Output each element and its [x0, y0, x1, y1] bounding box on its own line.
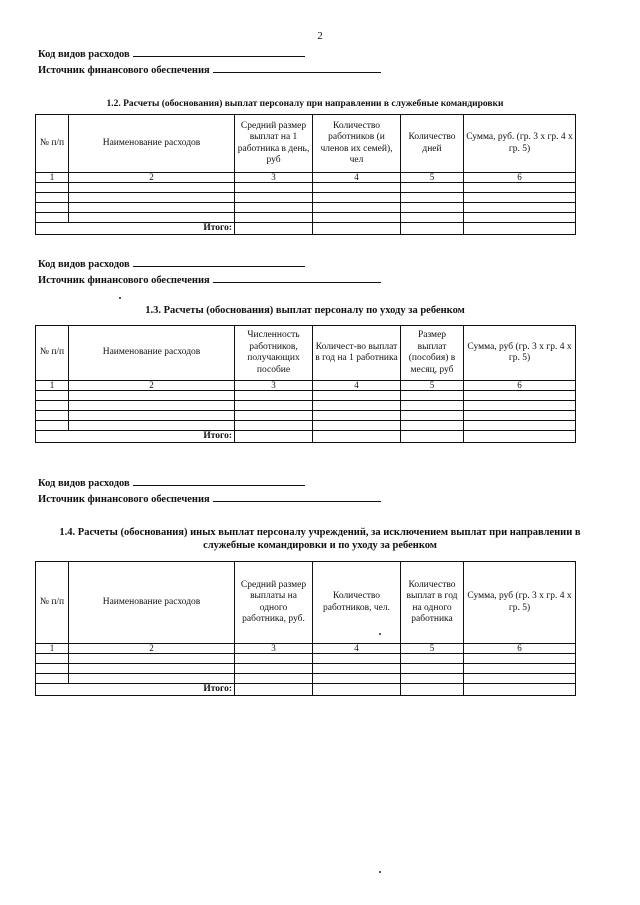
column-number: 4: [313, 381, 401, 391]
column-number: 2: [69, 644, 235, 654]
section-1-4-title-line-1: 1.4. Расчеты (обоснования) иных выплат персоналу учреждений, за исключением выплат при направлении в: [59, 527, 581, 538]
total-cell[interactable]: [235, 431, 313, 443]
header-expense-name: Наименование расходов: [69, 115, 235, 173]
meta-block-1: [38, 46, 381, 78]
column-number-row: [36, 381, 576, 391]
column-number: 3: [235, 173, 313, 183]
section-1-4-title-line-2: служебные командировки и по уходу за ребенком: [203, 540, 437, 551]
column-number: 6: [464, 381, 576, 391]
page-number: 2: [317, 30, 323, 42]
table-row[interactable]: [36, 674, 576, 684]
table-section-1-4: [35, 561, 576, 696]
header-expense-name: Наименование расходов: [69, 326, 235, 381]
funding-source-label: Источник финансового обеспечения: [38, 65, 210, 76]
meta-block-3: [38, 475, 381, 507]
column-number: 1: [36, 644, 69, 654]
column-number: 3: [235, 644, 313, 654]
table-row[interactable]: [36, 411, 576, 421]
column-number: 3: [235, 381, 313, 391]
column-number: 1: [36, 173, 69, 183]
total-row: [36, 431, 576, 443]
column-number-row: [36, 644, 576, 654]
header-number: № п/п: [36, 562, 69, 644]
total-row: [36, 684, 576, 696]
column-number: 5: [401, 173, 464, 183]
header-row: [36, 115, 576, 173]
table-row[interactable]: [36, 193, 576, 203]
section-1-3-title: 1.3. Расчеты (обоснования) выплат персоналу по уходу за ребенком: [145, 305, 465, 316]
header-col-4: Количест-во выплат в год на 1 работника: [313, 326, 401, 381]
table-section-1-3: [35, 325, 576, 443]
scan-dot: [379, 633, 381, 635]
expense-code-label: Код видов расходов: [38, 478, 130, 489]
funding-source-label: Источник финансового обеспечения: [38, 275, 210, 286]
section-1-2-title: 1.2. Расчеты (обоснования) выплат персоналу при направлении в служебные командировки: [106, 99, 504, 109]
column-number: 4: [313, 644, 401, 654]
table-row[interactable]: [36, 203, 576, 213]
expense-code-label: Код видов расходов: [38, 259, 130, 270]
header-col-3: Численность работников, получающих пособие: [235, 326, 313, 381]
expense-code-field[interactable]: [133, 256, 305, 267]
column-number: 4: [313, 173, 401, 183]
column-number: 1: [36, 381, 69, 391]
total-cell[interactable]: [401, 684, 464, 696]
header-col-3: Средний размер выплаты на одного работника, руб.: [235, 562, 313, 644]
funding-source-field[interactable]: [213, 62, 381, 73]
header-expense-name: Наименование расходов: [69, 562, 235, 644]
total-label: Итого:: [36, 684, 235, 696]
scan-dot: [119, 297, 121, 299]
column-number: 6: [464, 173, 576, 183]
expense-code-label: Код видов расходов: [38, 49, 130, 60]
total-cell[interactable]: [401, 223, 464, 235]
section-1-4-title: [20, 526, 620, 552]
column-number: 2: [69, 173, 235, 183]
column-number: 6: [464, 644, 576, 654]
header-number: № п/п: [36, 326, 69, 381]
header-row: [36, 562, 576, 644]
header-col-3: Средний размер выплат на 1 работника в день, руб: [235, 115, 313, 173]
total-cell[interactable]: [313, 223, 401, 235]
total-cell[interactable]: [464, 223, 576, 235]
funding-source-label: Источник финансового обеспечения: [38, 494, 210, 505]
expense-code-field[interactable]: [133, 475, 305, 486]
total-cell[interactable]: [464, 431, 576, 443]
header-col-4: Количество работников (и членов их семей), чел: [313, 115, 401, 173]
total-cell[interactable]: [313, 431, 401, 443]
table-row[interactable]: [36, 654, 576, 664]
header-sum: Сумма, руб (гр. 3 x гр. 4 x гр. 5): [464, 562, 576, 644]
table-row[interactable]: [36, 421, 576, 431]
total-cell[interactable]: [401, 431, 464, 443]
table-section-1-2: [35, 114, 576, 235]
column-number: 5: [401, 381, 464, 391]
column-number: 2: [69, 381, 235, 391]
header-row: [36, 326, 576, 381]
header-number: № п/п: [36, 115, 69, 173]
funding-source-field[interactable]: [213, 272, 381, 283]
total-cell[interactable]: [313, 684, 401, 696]
total-cell[interactable]: [235, 684, 313, 696]
header-col-4: Количество работников, чел.: [313, 562, 401, 644]
scan-dot: [379, 871, 381, 873]
header-col-5: Количество дней: [401, 115, 464, 173]
total-cell[interactable]: [464, 684, 576, 696]
total-label: Итого:: [36, 431, 235, 443]
table-row[interactable]: [36, 183, 576, 193]
column-number: 5: [401, 644, 464, 654]
table-row[interactable]: [36, 391, 576, 401]
table-row[interactable]: [36, 213, 576, 223]
meta-block-2: [38, 256, 381, 288]
total-label: Итого:: [36, 223, 235, 235]
column-number-row: [36, 173, 576, 183]
funding-source-field[interactable]: [213, 491, 381, 502]
table-row[interactable]: [36, 401, 576, 411]
header-col-5: Количество выплат в год на одного работника: [401, 562, 464, 644]
header-col-5: Размер выплат (пособия) в месяц, руб: [401, 326, 464, 381]
total-cell[interactable]: [235, 223, 313, 235]
total-row: [36, 223, 576, 235]
table-row[interactable]: [36, 664, 576, 674]
header-sum: Сумма, руб. (гр. 3 x гр. 4 x гр. 5): [464, 115, 576, 173]
header-sum: Сумма, руб (гр. 3 x гр. 4 x гр. 5): [464, 326, 576, 381]
expense-code-field[interactable]: [133, 46, 305, 57]
